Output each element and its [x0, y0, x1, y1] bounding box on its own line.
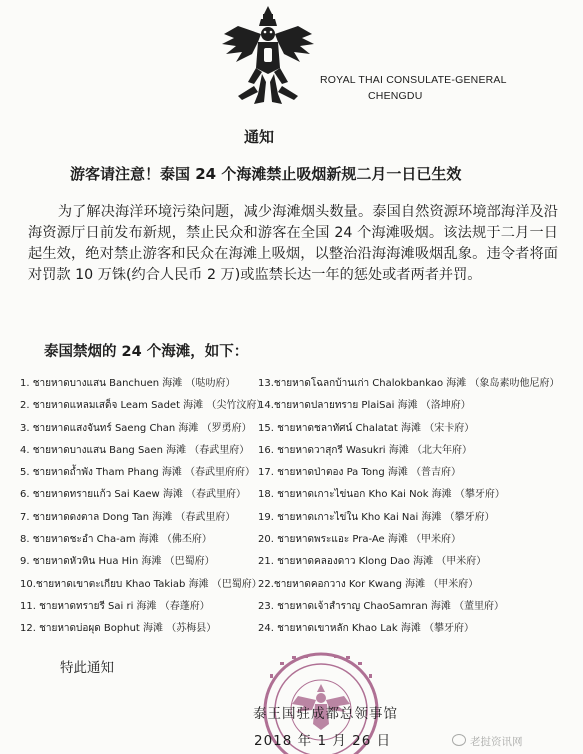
notice-title: 通知 [244, 128, 275, 146]
beach-item: 21. ชายหาดคลองดาว Klong Dao 海滩 （甲米府） [258, 556, 487, 568]
beach-item: 15. ชายหาดชลาทัศน์ Chalatat 海滩 （宋卡府） [258, 422, 475, 434]
beach-item: 3. ชายหาดแสงจันทร์ Saeng Chan 海滩 （罗勇府） [20, 422, 252, 434]
beach-item: 18. ชายหาดเกาะไข่นอก Kho Kai Nok 海滩 （攀牙府） [258, 489, 505, 501]
consulate-city: CHENGDU [368, 90, 423, 102]
beach-item: 20. ชายหาดพระแอะ Pra-Ae 海滩 （甲米府） [258, 534, 462, 546]
beach-item: 2. ชายหาดแหลมเสด็จ Leam Sadet 海滩 （尖竹汶府） [20, 400, 267, 412]
beach-item: 10.ชายหาดเขาตะเกียบ Khao Takiab 海滩 （巴蜀府） [20, 578, 262, 590]
body-paragraph: 为了解决海洋环境污染问题，减少海滩烟头数量。泰国自然资源环境部海洋及沿海资源厅日前发布新规，禁止民众和游客在全国 24 个海滩吸烟。该法规于二月一日起生效，绝对禁止游客和民众在海滩上吸烟，以整治沿海海滩吸烟乱象。违令者将面对罚款 10 万铢(约合人民币 2 万)或监禁长达一年的惩处或者两者并罚。 [28, 204, 558, 283]
beach-item: 23. ชายหาดเจ้าสำราญ ChaoSamran 海滩 （董里府） [258, 600, 505, 612]
headline: 游客请注意！泰国 24 个海滩禁止吸烟新规二月一日已生效 [70, 165, 462, 183]
beach-item: 11. ชายหาดทรายรี Sai ri 海滩 （春蓬府） [20, 600, 210, 612]
beach-item: 6. ชายหาดทรายแก้ว Sai Kaew 海滩 （春武里府） [20, 489, 247, 501]
beach-item: 4. ชายหาดบางแสน Bang Saen 海滩 （春武里府） [20, 444, 250, 456]
beach-item: 9. ชายหาดหัวหิน Hua Hin 海滩 （巴蜀府） [20, 556, 215, 568]
beach-list-right [258, 377, 559, 645]
garuda-emblem-icon [218, 4, 318, 110]
signature: 泰王国驻成都总领事馆 [253, 706, 398, 722]
consulate-name: ROYAL THAI CONSULATE-GENERAL [320, 74, 507, 86]
closing-text: 特此通知 [60, 660, 114, 676]
date: 2018 年 1 月 26 日 [254, 733, 392, 749]
beach-item: 17. ชายหาดป่าตอง Pa Tong 海滩 （普吉府） [258, 467, 462, 479]
beach-item: 7. ชายหาดดงตาล Dong Tan 海滩 （春武里府） [20, 511, 236, 523]
list-heading: 泰国禁烟的 24 个海滩，如下： [44, 344, 249, 360]
beach-item: 1. ชายหาดบางแสน Banchuen 海滩 （哒叻府） [20, 378, 236, 389]
beach-item: 13.ชายหาดโฉลกบ้านเก่า Chalokbankao 海滩 （象岛素叻他尼府） [258, 378, 560, 389]
beach-item: 14.ชายหาดปลายทราย PlaiSai 海滩 （洛坤府） [258, 400, 471, 412]
beach-item: 12. ชายหาดบ่อผุด Bophut 海滩 （苏梅县） [20, 623, 217, 635]
beach-list-left [20, 377, 266, 645]
beach-item: 16. ชายหาดวาสุกรี Wasukri 海滩 （北大年府） [258, 444, 472, 456]
watermark-text: 老挝资讯网 [470, 736, 523, 748]
wechat-icon [452, 734, 466, 746]
beach-item: 19. ชายหาดเกาะไข่ใน Kho Kai Nai 海滩 （攀牙府） [258, 511, 495, 523]
beach-item: 24. ชายหาดเขาหลัก Khao Lak 海滩 （攀牙府） [258, 623, 475, 635]
beach-item: 8. ชายหาดชะอำ Cha-am 海滩 （佛丕府） [20, 534, 212, 546]
beach-item: 22.ชายหาดคอกวาง Kor Kwang 海滩 （甲米府） [258, 578, 479, 590]
beach-item: 5. ชายหาดถ้ำพัง Tham Phang 海滩 （春武里府府） [20, 467, 256, 479]
watermark [452, 734, 523, 749]
